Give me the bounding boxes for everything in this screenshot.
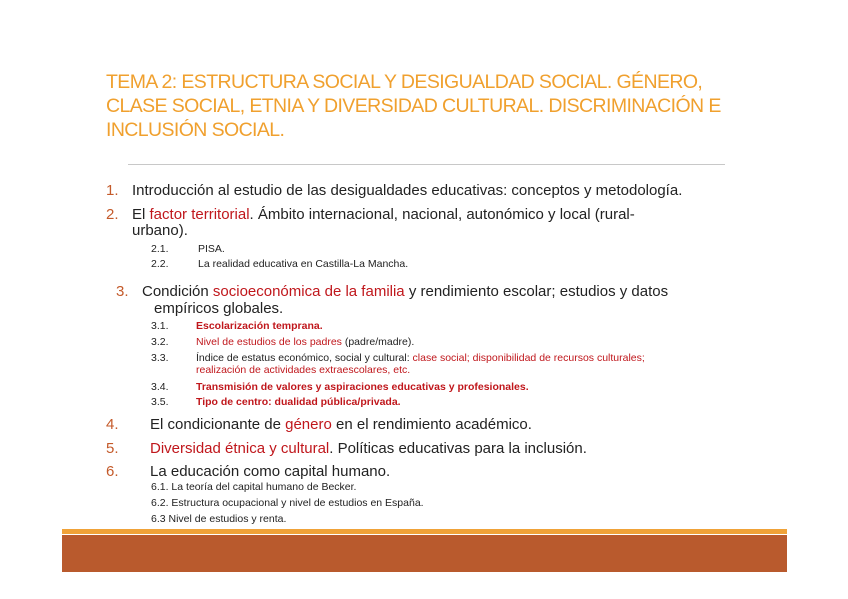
subitem-text: 6.3 Nivel de estudios y renta. [151, 513, 287, 525]
subitem-number: 3.4. [151, 381, 169, 393]
footer-accent-line [62, 529, 787, 534]
title-divider [128, 164, 725, 165]
item-line [150, 416, 532, 433]
item-text: La educación como capital humano. [150, 463, 391, 480]
item-number: 6. [106, 463, 119, 480]
subitem-number: 3.5. [151, 396, 169, 408]
item-line-continued: urbano). [132, 222, 188, 239]
item-highlight: Diversidad étnica y cultural [150, 440, 330, 457]
item-text: y rendimiento escolar; estudios y datos [404, 283, 669, 300]
subitem-text: PISA. [198, 243, 225, 255]
item-text: El [132, 206, 150, 223]
subitem-text: 6.1. La teoría del capital humano de Becker. [151, 481, 357, 493]
item-number: 4. [106, 416, 119, 433]
item-line-continued: empíricos globales. [154, 300, 284, 317]
item-highlight: género [285, 416, 332, 433]
item-text: Introducción al estudio de las desigualdades educativas: conceptos y metodología. [132, 182, 683, 199]
subitem-text: Tipo de centro: dualidad pública/privada. [196, 396, 401, 408]
item-text: . Políticas educativas para la inclusión. [329, 440, 587, 457]
slide-title: TEMA 2: ESTRUCTURA SOCIAL Y DESIGUALDAD SOCIAL. GÉNERO, CLASE SOCIAL, ETNIA Y DIVERSIDAD CULTURAL. DISCRIMINACIÓN E INCLUSIÓN SOCIAL. [106, 71, 721, 141]
item-text: El condicionante de [150, 416, 286, 433]
subitem-highlight: Nivel de estudios de los padres [196, 336, 342, 348]
subitem-line [196, 336, 414, 348]
subitem-line-continued: realización de actividades extraescolares, etc. [196, 364, 411, 376]
item-line [132, 206, 635, 223]
subitem-highlight: clase social; disponibilidad de recursos culturales; [412, 352, 645, 364]
item-text: Condición [142, 283, 213, 300]
item-number: 5. [106, 440, 119, 457]
subitem-number: 3.3. [151, 352, 169, 364]
item-text: en el rendimiento académico. [331, 416, 532, 433]
subitem-number: 3.1. [151, 320, 169, 332]
subitem-number: 2.2. [151, 258, 169, 270]
subitem-text: Transmisión de valores y aspiraciones educativas y profesionales. [196, 381, 529, 393]
item-number: 1. [106, 182, 119, 199]
footer-band [62, 535, 787, 572]
item-line [150, 440, 587, 457]
subitem-text: La realidad educativa en Castilla-La Mancha. [198, 258, 409, 270]
item-number: 2. [106, 206, 119, 223]
subitem-number: 3.2. [151, 336, 169, 348]
item-highlight: factor territorial [149, 206, 250, 223]
item-highlight: socioeconómica de la familia [212, 283, 405, 300]
subitem-text: 6.2. Estructura ocupacional y nivel de estudios en España. [151, 497, 424, 509]
subitem-line [196, 352, 645, 364]
subitem-text: Escolarización temprana. [196, 320, 323, 332]
subitem-text: (padre/madre). [341, 336, 415, 348]
item-number: 3. [116, 283, 129, 300]
subitem-number: 2.1. [151, 243, 169, 255]
item-line [142, 283, 668, 300]
subitem-text: Índice de estatus económico, social y cultural: [196, 352, 413, 364]
item-text: . Ámbito internacional, nacional, autonómico y local (rural- [249, 206, 635, 223]
